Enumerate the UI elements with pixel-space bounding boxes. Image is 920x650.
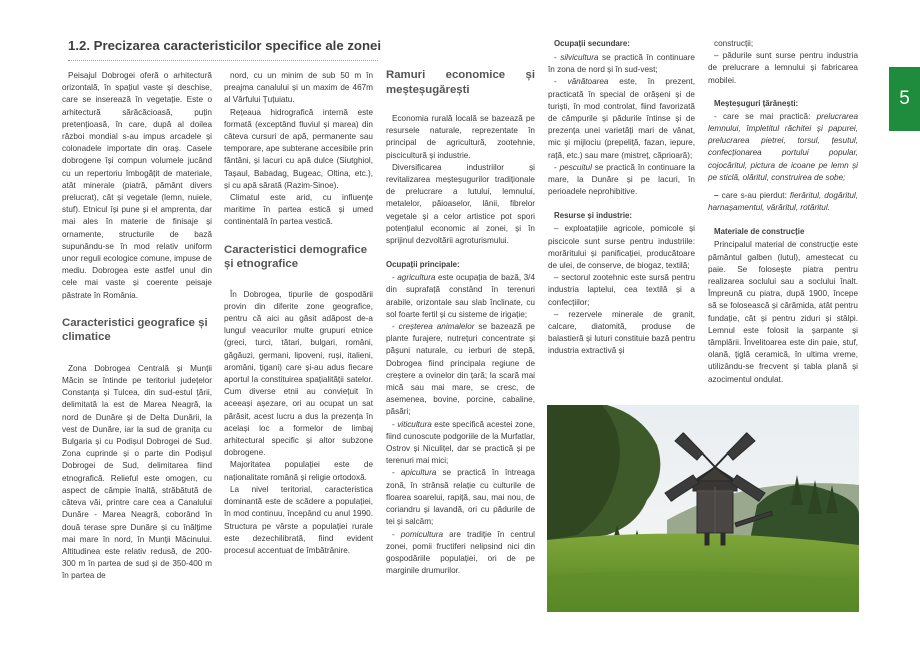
population-paragraph: La nivel teritorial, caracteristica dominantă este de scădere a populației, în mod continuu, începând cu anul 1990. Structura pe vârste a populației rurale este dezechilibrată, fiind evident procesul accentuat de îmbătrânire. (224, 484, 373, 555)
secondary-item: - vânătoarea este, în prezent, practicată în special de orășeni și de turiști, în mod controlat, fiind favorizată de câmpurile și pădurile întinse și de prezența unei varietăți mari de vânat, mic și mijlociu (prepeliță, fazan, iepure, rață, etc.) sau mare (mistreț, căprioară); (548, 77, 695, 160)
resource-item: – sectorul zootehnic este sursă pentru industria laptelui, cea textilă și a confecțiilor; (548, 273, 695, 307)
page-title: 1.2. Precizarea caracteristicilor specifice ale zonei (68, 38, 382, 53)
page-number-tab: 5 (889, 67, 920, 131)
crafts-practiced: - care se mai practică: prelucrarea lemnului, împletitul răchitei și papurei, prelucrarea pietrei, torsul, țesutul, confecționarea portului popular, cojocăritul, pictura de icoane pe lemn și pe sticlă, olăritul, construirea de sobe; (708, 111, 858, 182)
windmill-photo (547, 405, 859, 612)
title-divider (68, 60, 378, 61)
secondary-occupations-heading: Ocupații secundare: (554, 39, 630, 48)
intro-paragraph: Peisajul Dobrogei oferă o arhitectură orizontală, în spațiul vaste și deschise, care se inserează în vegetație. Este o arhitectură sărăcăcioasă, puțin pretențioasă, în care, după al doilea război mondial s-au impus arcadele și colonadele importate din oraș. Casele dobrogene își compun volumele jucând cu un repertoriu îmbogățit de materiale, atât minerale (piatră, pământ divers prelucrat), cât și vegetale (lemn, nuiele, stuf). Etnicul își pune și el amprenta, dar mai ales în materie de finisaje și ornamente, structurile de bază supunându-se în mod relativ uniform unor reguli ecologice comune, impuse de mediu. Dobrogea este astfel unul din cele mai vaste și coerente peisaje păstrate în România. (62, 71, 212, 300)
crafts-lost: – care s-au pierdut: fierăritul, dogăritul, harnașamentul, vărăritul, rotăritul. (708, 191, 858, 213)
hydrography-paragraph: Rețeaua hidrografică internă este formată (exceptând fluviul și marea) din câteva cursuri de apă, permanente sau temporare, ape subterane accesibile prin fântâni, și lacuri cu apă dulce (Siutghiol, Tașaul, Babadag, Bugeac, Oltina, etc.), și cu apă sărată (Razim-Sinoe). (224, 107, 373, 190)
economy-paragraph: Economia rurală locală se bazează pe resursele naturale, reprezentate în principal de agricultură, zootehnie, piscicultură și industrie. (386, 114, 535, 160)
occupation-item: - creșterea animalelor se bazează pe plante furajere, nutrețuri concentrate și pășuni naturale, cu ierburi de stepă, Dobrogea fiind principala regiune de creștere a ovinelor din țară; la scară mai mică sau mai mare, se cresc, de asemenea, bovine, porcine, cabaline, păsări; (386, 322, 535, 417)
secondary-item: - silvicultura se practică în continuare în zona de nord și în sud-vest; (548, 53, 695, 75)
economy-heading: Ramuri economice și meșteșugărești (386, 69, 535, 96)
relief-paragraph: nord, cu un minim de sub 50 m în preajma canalului și un maxim de 467m al Vârfului Țuțuiatu. (224, 71, 373, 105)
materials-paragraph: Principalul material de construcție este pământul galben (lutul), amestecat cu paie. Se folosește piatra pentru realizarea soclului sau a soclului înalt. Împreună cu piatra, după 1900, începe să se folosească și cărămida, atât pentru fundație, cât și pentru ziduri și stâlpi. Lemnul este folosit la șarpante și tâmplării. Învelitoarea este din paie, stuf, olană, țiglă ceramică, în ultima vreme, utilizându-se frecvent și tabla plană și azocimentul ondulat. (708, 240, 858, 384)
resource-item: – exploatațiile agricole, pomicole și piscicole sunt surse pentru industriile: morăritului și panificației, producătoare de ulei, de conserve, de biogaz, textilă; (548, 224, 695, 271)
column-1 (62, 70, 212, 583)
resource-item: – pădurile sunt surse pentru industria de prelucrare a lemnului și fabricarea mobilei. (708, 51, 858, 85)
occupation-item: - apicultura se practică în întreaga zonă, în strânsă relație cu culturile de floarea soarelui, rapiță, sau, mai nou, de coriandru și lavandă, ori cu pădurile de tei și salcâm; (386, 468, 535, 527)
column-5 (708, 38, 858, 386)
geography-heading: Caracteristici geografice și climatice (62, 316, 208, 344)
occupation-item: - agricultura este ocupația de bază, 3/4 din suprafață constând în terenuri arabile, orizontale sau slab înclinate, cu sol foarte fertil și cu sisteme de irigație; (386, 273, 535, 319)
occupation-item: - pomicultura are tradiție în centrul zonei, pomii fructiferi nelipsind nici din gospodăriile populației, ori de pe marginile drumurilor. (386, 529, 535, 576)
nationality-paragraph: Majoritatea populației este de naționalitate română și religie ortodoxă. (224, 460, 373, 482)
column-4 (548, 38, 695, 358)
resources-heading: Resurse și industrie: (554, 211, 633, 221)
column-2 (224, 70, 373, 557)
occupation-item: - viticultura este specifică acestei zone, fiind cunoscute podgoriile de la Murfatlar, Ostrov și Niculițel, dar se practică și pe terenuri mai mici; (386, 419, 535, 466)
materials-heading: Materiale de construcție (714, 227, 805, 237)
demography-heading: Caracteristici demografice și etnografice (224, 243, 368, 271)
geography-paragraph: Zona Dobrogea Centrală și Munții Măcin se întinde pe teritoriul județelor Constanța și Tulcea, din sud-estul țării, delimitată la est de Marea Neagră, la nord de Dunăre și de Delta Dunării, la vest de Dunăre, iar la sud de granița cu Bulgaria și cu Podișul Dobrogei de Sud. Zona cuprinde și o parte din Podișul Dobrogei de Sud, delimitarea fiind etnografică. Relieful este omogen, cu aspect de câmpie înaltă, străbătută de câteva văi, printre care cea a Canalului Dunăre - Marea Neagră, coborând în două terase spre Dunăre și cu înălțime mai mare în nord, în Munții Măcinului. Altitudinea este relativ redusă, de 200-300 m în partea de sud și de 350-400 m în partea de (62, 363, 212, 581)
secondary-item: - pescuitul se practică în continuare la mare, la Dunăre și pe lacuri, în perioadele neprohibitive. (548, 162, 695, 197)
resource-item-continued: construcții; (714, 39, 754, 48)
industry-paragraph: Diversificarea industriilor și revitalizarea meșteșugurilor tradiționale de prelucrare a lutului, lemnului, metalelor, păioaselor, lânii, fibrelor vegetale și a celor artistice pot spori potențialul economic al zonei, și în sprijinul dezvoltării agroturismului. (386, 162, 535, 246)
resource-item: – rezervele minerale de granit, calcare, diatomită, produse de balastieră și luturi constituie bază pentru industria extractivă și (548, 309, 695, 356)
column-3 (386, 68, 535, 577)
main-occupations-heading: Ocupații principale: (386, 260, 460, 270)
households-paragraph: În Dobrogea, tipurile de gospodării provin din diferite zone geografice, pentru că aici au găsit adăpost de-a lungul veacurilor multe grupuri etnice (greci, turci, tătari, bulgari, români, găgăuzi, germani, lipoveni, ruși, italieni, aromâni, țigani) care și-au adus fiecare aportul la constituirea spațialității satelor. Cum diverse etnii au conviețuit în aceeași așezare, ori au ocupat un sat părăsit, acest lucru a dus la prezența în același loc a formelor de limbaj arhitectural specific și altor subzone dobrogene. (224, 289, 373, 458)
crafts-heading: Meșteșuguri țărănești: (714, 98, 799, 108)
climate-paragraph: Climatul este arid, cu influențe maritime în partea estică și umed continentală în partea vestică. (224, 193, 373, 227)
